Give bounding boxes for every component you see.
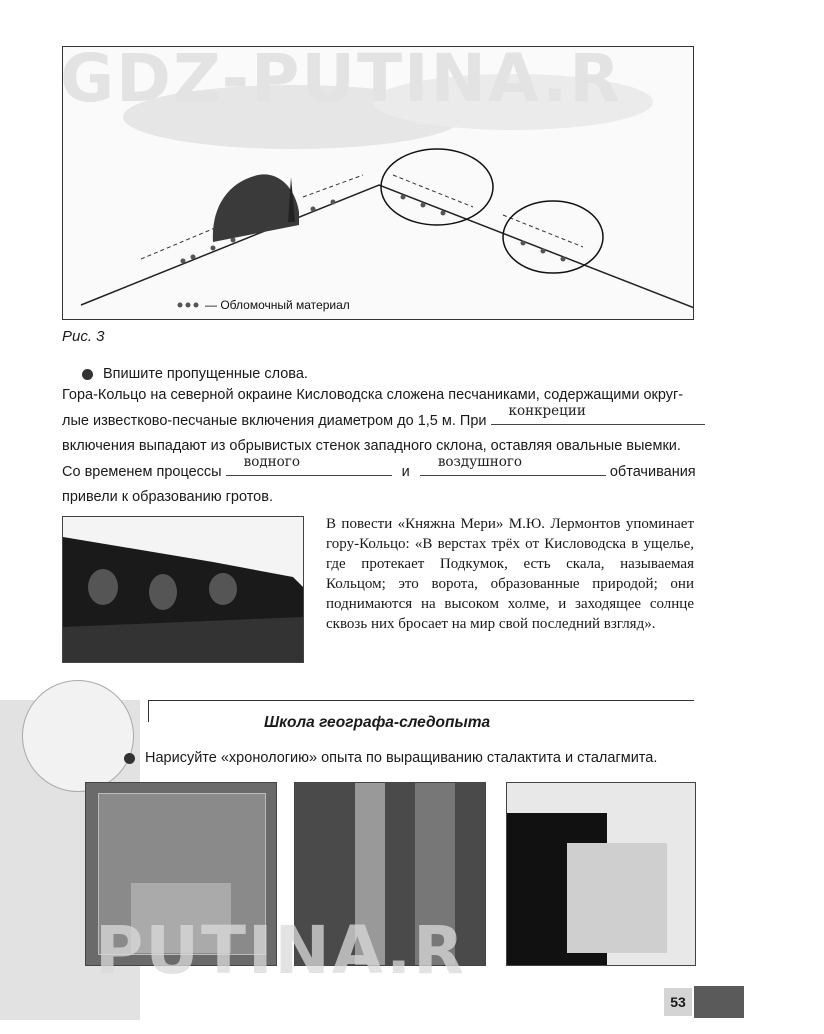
section-rule-tick — [148, 700, 149, 722]
ring-mountain-photo — [62, 516, 304, 663]
para-line-4-start: Со временем процессы — [62, 464, 222, 480]
para-line-2-text: лые известково-песчаные включения диаметром до 1,5 м. При — [62, 413, 487, 429]
section-title: Школа географа-следопыта — [264, 714, 491, 731]
task-instruction-2 — [124, 750, 657, 766]
para-line-5: привели к образованию гротов. — [62, 489, 273, 505]
fill-in-paragraph — [62, 384, 696, 509]
answer-1: конкреции — [508, 403, 586, 419]
globe-emblem-icon — [22, 680, 134, 792]
bullet-icon — [82, 369, 93, 380]
answer-blank-3[interactable] — [420, 454, 606, 476]
page-number: 53 — [664, 988, 692, 1016]
answer-blank-2[interactable] — [226, 454, 392, 476]
para-line-4-and: и — [401, 464, 410, 480]
answer-3: воздушного — [437, 454, 523, 470]
instruction-text: Впишите пропущенные слова. — [103, 366, 308, 382]
section-rule — [148, 700, 694, 701]
para-line-4 — [62, 454, 696, 484]
para-line-4-end: обтачивания — [609, 464, 696, 480]
lermontov-quote: В повести «Княжна Мери» М.Ю. Лермонтов упоминает гору-Кольцо: «В верстах трёх от Кисловодска в ущелье, где протекает Подкумок, есть скала, называемая Кольцом; это ворота, образованные природой; они поднимаются на высоком холме, и заходящее солнце сквозь них бросает на мир свой последний взгляд». — [326, 516, 694, 632]
watermark-top: GDZ-PUTINA.R — [60, 40, 623, 110]
task-instruction-1 — [82, 366, 308, 382]
watermark-bottom: PUTINA.R — [95, 912, 466, 982]
instruction-2-text: Нарисуйте «хронологию» опыта по выращиванию сталактита и сталагмита. — [145, 750, 658, 766]
para-line-3: включения выпадают из обрывистых стенок западного склона, оставляя овальные выемки. — [62, 438, 681, 454]
page-corner-block — [694, 986, 744, 1018]
figure-caption: Рис. 3 — [62, 328, 105, 345]
bullet-icon — [124, 753, 135, 764]
para-line-1: Гора-Кольцо на северной окраине Кисловодска сложена песчаниками, содержащими округ- — [62, 387, 684, 403]
answer-blank-1[interactable] — [491, 403, 705, 425]
para-line-2 — [62, 403, 692, 433]
legend-label: — Обломочный материал — [205, 298, 350, 312]
answer-2: водного — [243, 454, 301, 470]
